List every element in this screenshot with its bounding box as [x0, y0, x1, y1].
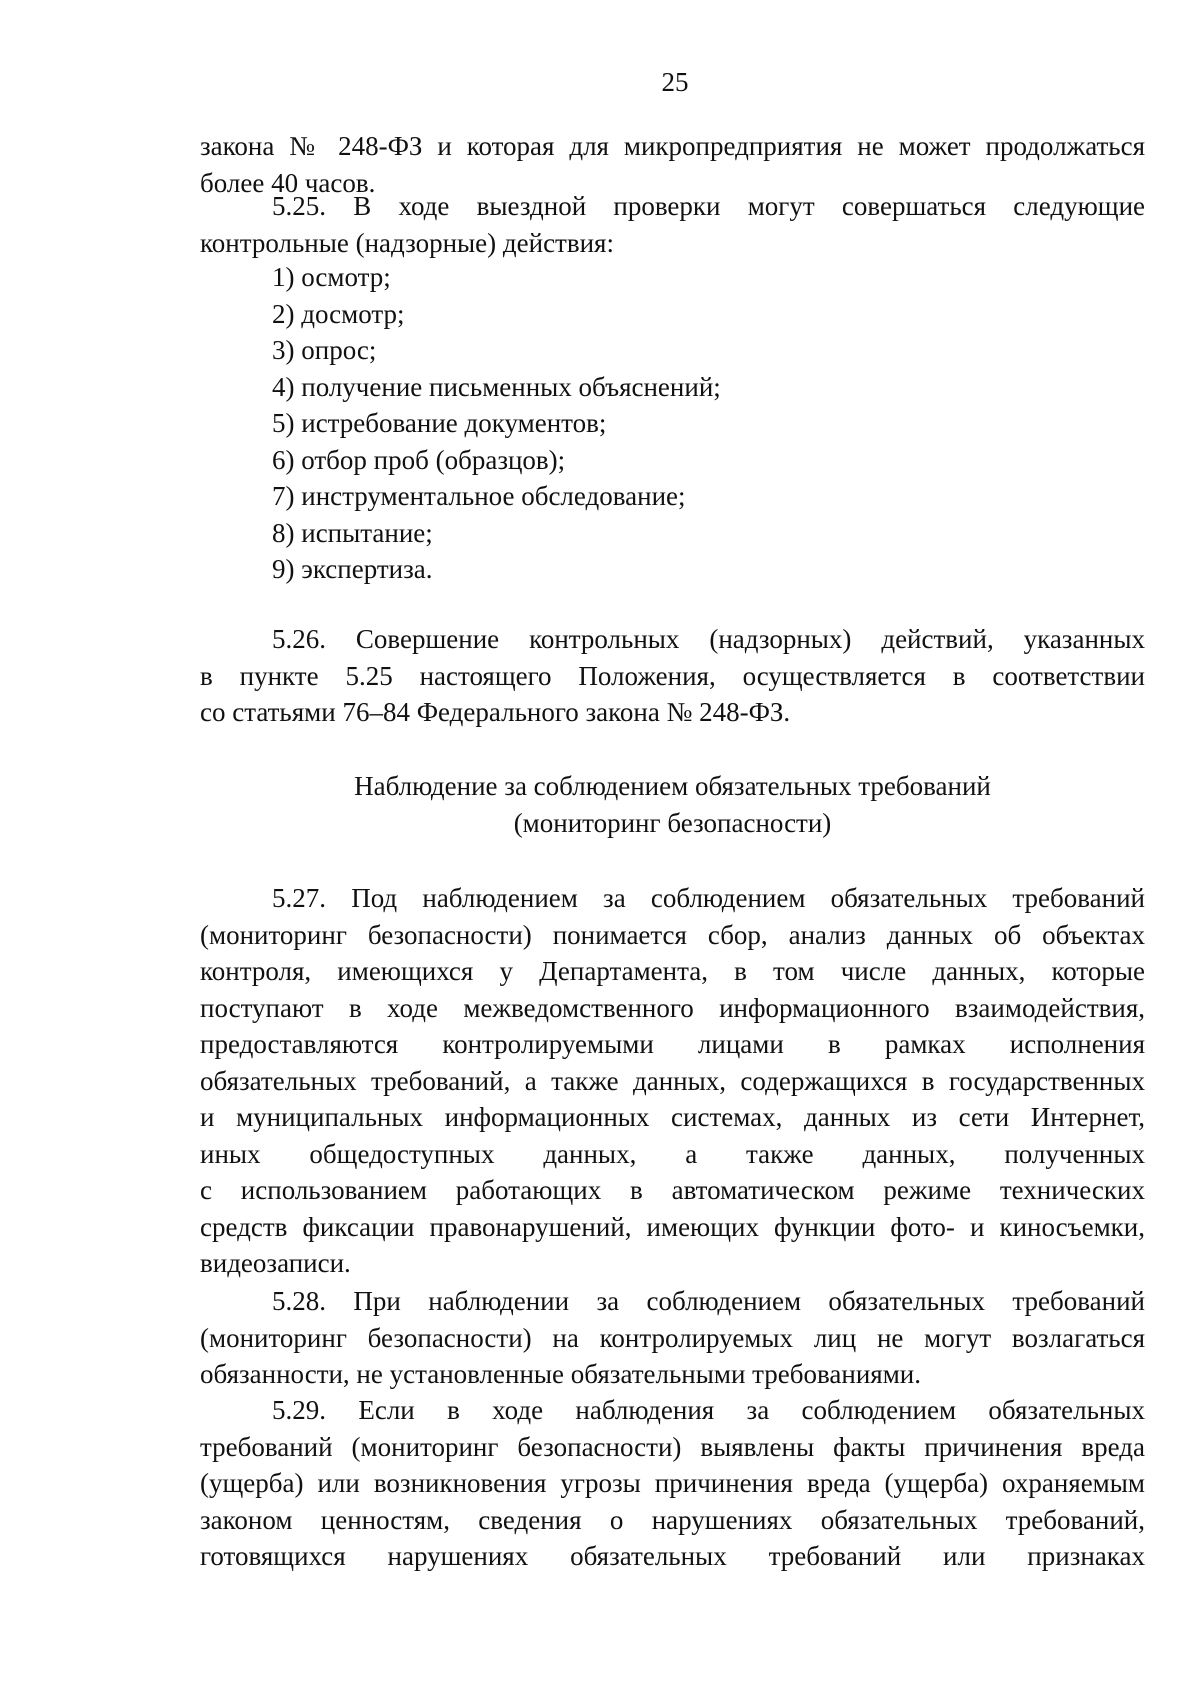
paragraph-line: 5.29. Если в ходе наблюдения за соблюдением обязательных	[272, 1395, 1145, 1425]
list-item: 5) истребование документов;	[272, 408, 607, 438]
paragraph-line: 5.28. При наблюдении за соблюдением обязательных требований	[272, 1286, 1145, 1316]
paragraph-line: закона № 248-ФЗ и которая для микропредприятия не может продолжаться	[200, 131, 1145, 161]
paragraph-5-27	[200, 880, 1145, 1282]
paragraph-line: со статьями 76–84 Федерального закона № 248-ФЗ.	[200, 697, 791, 727]
actions-list	[200, 259, 1145, 588]
paragraph-line: (ущерба) или возникновения угрозы причинения вреда (ущерба) охраняемым	[200, 1468, 1145, 1498]
paragraph-line: (мониторинг безопасности) понимается сбор, анализ данных об объектах	[200, 919, 1145, 950]
list-item: 3) опрос;	[272, 335, 377, 365]
heading-line: Наблюдение за соблюдением обязательных требований	[354, 771, 991, 801]
paragraph-5-26	[200, 621, 1145, 731]
paragraph-line: средств фиксации правонарушений, имеющих функции фото- и киносъемки,	[200, 1211, 1145, 1242]
paragraph-line: в пункте 5.25 настоящего Положения, осуществляется в соответствии	[200, 660, 1145, 691]
paragraph-line: (мониторинг безопасности) на контролируемых лиц не могут возлагаться	[200, 1322, 1145, 1353]
list-item: 2) досмотр;	[272, 298, 405, 329]
paragraph-line: видеозаписи.	[200, 1248, 351, 1278]
heading-line: (мониторинг безопасности)	[513, 807, 832, 838]
paragraph-line: предоставляются контролируемыми лицами в рамках исполнения	[200, 1029, 1145, 1059]
paragraph-line: и муниципальных информационных системах, данных из сети Интернет,	[200, 1102, 1145, 1132]
paragraph-line: контроля, имеющихся у Департамента, в том числе данных, которые	[200, 956, 1145, 986]
paragraph-line: с использованием работающих в автоматическом режиме технических	[200, 1175, 1145, 1205]
list-item: 9) экспертиза.	[272, 554, 433, 584]
list-item: 8) испытание;	[272, 517, 433, 548]
paragraph-line: 5.27. Под наблюдением за соблюдением обязательных требований	[272, 883, 1145, 913]
paragraph-line: иных общедоступных данных, а также данных, полученных	[200, 1138, 1145, 1169]
section-heading	[200, 768, 1145, 841]
paragraph-line: обязанности, не установленные обязательными требованиями.	[200, 1359, 921, 1389]
paragraph-line: более 40 часов.	[200, 167, 376, 198]
paragraph-5-28	[200, 1283, 1145, 1393]
paragraph-line: 5.26. Совершение контрольных (надзорных) действий, указанных	[272, 624, 1145, 654]
paragraph-line: законом ценностям, сведения о нарушениях обязательных требований,	[200, 1504, 1145, 1535]
paragraph-5-29	[200, 1392, 1145, 1575]
paragraph-line: готовящихся нарушениях обязательных требований или признаках	[200, 1541, 1145, 1571]
list-item: 4) получение письменных объяснений;	[272, 371, 721, 402]
paragraph-5-25	[200, 188, 1145, 261]
paragraph-line: 5.25. В ходе выездной проверки могут совершаться следующие	[272, 191, 1145, 221]
paragraph-line: требований (мониторинг безопасности) выявлены факты причинения вреда	[200, 1431, 1145, 1462]
list-item: 1) осмотр;	[272, 262, 391, 292]
page-number: 25	[661, 67, 689, 97]
list-item: 6) отбор проб (образцов);	[272, 444, 566, 475]
paragraph-line: поступают в ходе межведомственного информационного взаимодействия,	[200, 992, 1145, 1023]
list-item: 7) инструментальное обследование;	[272, 481, 686, 511]
paragraph-line: обязательных требований, а также данных, содержащихся в государственных	[200, 1065, 1145, 1096]
paragraph-line: контрольные (надзорные) действия:	[200, 227, 614, 258]
